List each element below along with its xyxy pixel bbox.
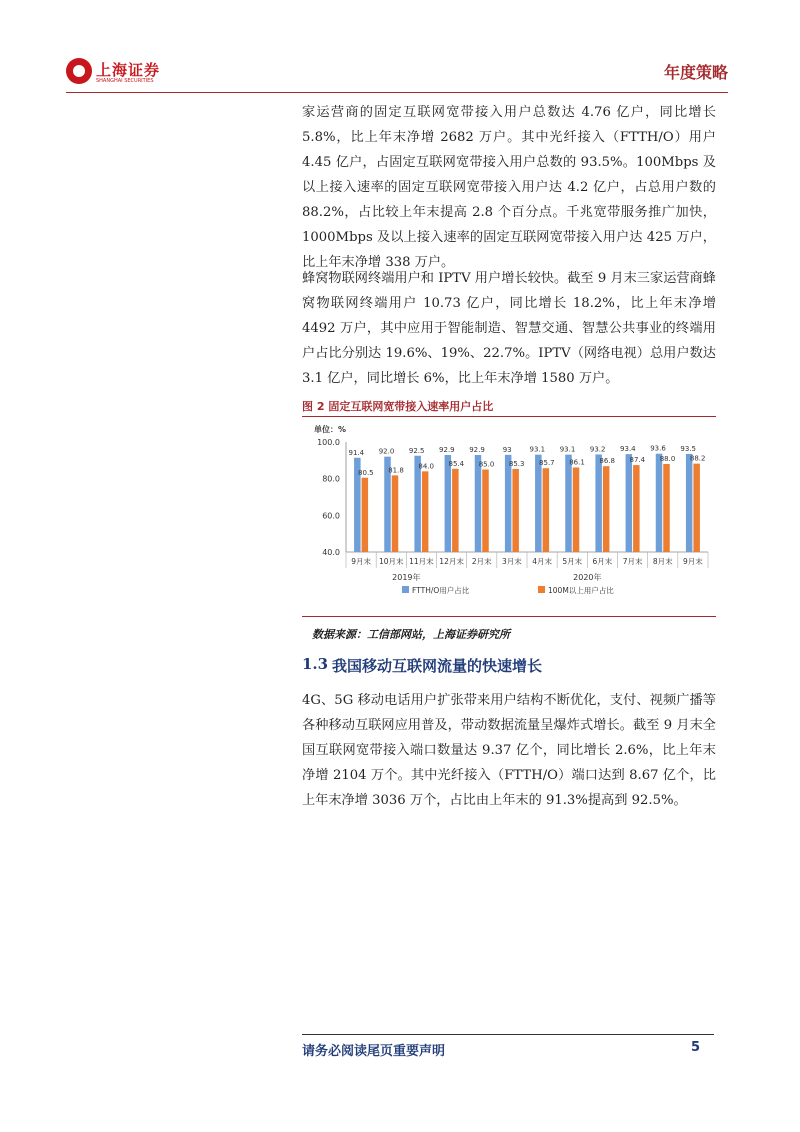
logo-subtext: SHANGHAI SECURITIES [96, 78, 154, 84]
bar-100m [392, 475, 399, 552]
year-group-label: 2020年 [573, 573, 602, 582]
data-label: 92.9 [439, 446, 455, 455]
legend-label: FTTH/O用户占比 [412, 586, 470, 595]
y-tick-label: 40.0 [322, 548, 340, 557]
x-tick-label: 3月末 [502, 557, 522, 566]
broadband-rate-chart [302, 418, 716, 614]
bar-ftth [686, 454, 693, 552]
data-label: 85.4 [448, 459, 465, 468]
bar-ftth [475, 455, 482, 552]
data-label: 86.8 [599, 457, 615, 466]
bar-100m [512, 469, 519, 552]
bar-ftth [626, 454, 633, 552]
data-label: 93.1 [529, 445, 546, 454]
header-title: 年度策略 [663, 63, 728, 82]
bar-100m [603, 466, 610, 552]
bar-100m [633, 465, 640, 552]
data-label: 80.5 [358, 468, 374, 477]
year-group-label: 2019年 [392, 573, 421, 582]
chart-unit-label: 单位：% [314, 425, 347, 434]
figure-bottom-rule [302, 616, 716, 617]
data-label: 85.0 [478, 460, 495, 469]
paragraph-iot-iptv: 蜂窝物联网终端用户和 IPTV 用户增长较快。截至 9 月末三家运营商蜂窝物联网终端用户 10.73 亿户，同比增长 18.2%，比上年末净增 4492 万户，其中应用于智能制造、智慧交通、智慧公共事业的终端用户占比分别达 19.6%、19%、22.7%。IPTV（网络电视）总用户数达 3.1 亿户，同比增长 6%，比上年末净增 1580 万户。 [302, 271, 716, 386]
x-tick-label: 2月末 [471, 557, 492, 566]
data-label: 87.4 [629, 456, 646, 465]
data-label: 86.1 [569, 458, 585, 467]
x-tick-label: 5月末 [562, 557, 583, 566]
figure-title: 图 2 固定互联网宽带接入速率用户占比 [302, 400, 494, 413]
data-label: 93.4 [620, 445, 636, 454]
legend-swatch [402, 586, 409, 593]
logo-text: 上海证券 [96, 61, 161, 79]
data-label: 93.6 [650, 444, 666, 453]
data-label: 84.0 [418, 462, 434, 471]
bar-100m [543, 468, 550, 552]
bar-ftth [595, 454, 602, 552]
data-label: 93.1 [559, 445, 576, 454]
y-tick-label: 60.0 [322, 511, 340, 521]
paragraph-broadband-users: 家运营商的固定互联网宽带接入用户总数达 4.76 亿户，同比增长 5.8%，比上年末净增 2682 万户。其中光纤接入（FTTH/O）用户 4.45 亿户，占固定互联网宽带接入用户总数的 93.5%。100Mbps 及以上接入速率的固定互联网宽带接入用户达 4.2 亿户，占总用户数的 88.2%，占比较上年末提高 2.8 个百分点。千兆宽带服务推广加快，1000Mbps 及以上接入速率的固定互联网宽带接入用户达 425 万户，比上年末净增 338 万户。 [302, 105, 716, 270]
y-tick-label: 100.0 [317, 438, 340, 447]
data-label: 93.2 [589, 445, 606, 454]
data-label: 93.5 [680, 444, 696, 453]
x-tick-label: 9月末 [351, 557, 371, 566]
data-label: 81.8 [388, 466, 404, 475]
paragraph-mobile-traffic: 4G、5G 移动电话用户扩张带来用户结构不断优化，支付、视频广播等各种移动互联网应用普及，带动数据流量呈爆炸式增长。截至 9 月末全国互联网宽带接入端口数量达 9.37 亿个，同比增长 2.6%，比上年末净增 2104 万个。其中光纤接入（FTTH/O）端口达到 8.67 亿个，比上年末净增 3036 万个，占比由上年末的 91.3%提高到 92.5%。 [302, 693, 716, 808]
bar-100m [362, 478, 368, 552]
data-label: 92.9 [469, 446, 485, 455]
section-number: 1.3 [302, 655, 329, 673]
company-logo [66, 58, 166, 92]
x-tick-label: 12月末 [439, 557, 464, 566]
footer-notice: 请务必阅读尾页重要声明 [302, 1044, 446, 1059]
bar-ftth [565, 455, 572, 552]
logo-icon [66, 58, 92, 84]
bar-ftth [535, 455, 542, 552]
x-tick-label: 9月末 [683, 557, 703, 566]
page-number: 5 [690, 1040, 700, 1055]
bar-ftth [445, 455, 452, 552]
header-divider [66, 92, 728, 93]
data-label: 85.3 [508, 459, 525, 468]
data-label: 92.0 [378, 447, 395, 456]
data-label: 85.7 [539, 459, 555, 468]
legend-label: 100M以上用户占比 [548, 586, 614, 595]
bar-100m [482, 470, 489, 553]
x-tick-label: 7月末 [622, 557, 643, 566]
legend-swatch [538, 586, 545, 593]
data-label: 92.5 [408, 446, 425, 455]
section-title: 我国移动互联网流量的快速增长 [332, 657, 543, 675]
x-tick-label: 10月末 [378, 557, 404, 566]
bar-100m [693, 464, 700, 552]
bar-100m [663, 464, 670, 552]
x-tick-label: 11月末 [409, 557, 434, 566]
x-tick-label: 8月末 [652, 557, 673, 566]
x-tick-label: 4月末 [532, 557, 552, 566]
data-label: 93 [502, 445, 512, 454]
bar-100m [573, 467, 580, 552]
figure-source: 数据来源：工信部网站，上海证券研究所 [312, 628, 510, 641]
data-label: 91.4 [348, 448, 365, 457]
y-tick-label: 80.0 [322, 474, 340, 484]
bar-ftth [505, 455, 512, 552]
bar-100m [422, 471, 429, 552]
bar-100m [452, 469, 459, 552]
data-label: 88.0 [659, 455, 676, 463]
footer-divider [302, 1034, 714, 1035]
data-label: 88.2 [689, 454, 706, 463]
figure-top-rule [302, 416, 716, 417]
bar-ftth [656, 454, 663, 552]
x-tick-label: 6月末 [592, 557, 613, 566]
